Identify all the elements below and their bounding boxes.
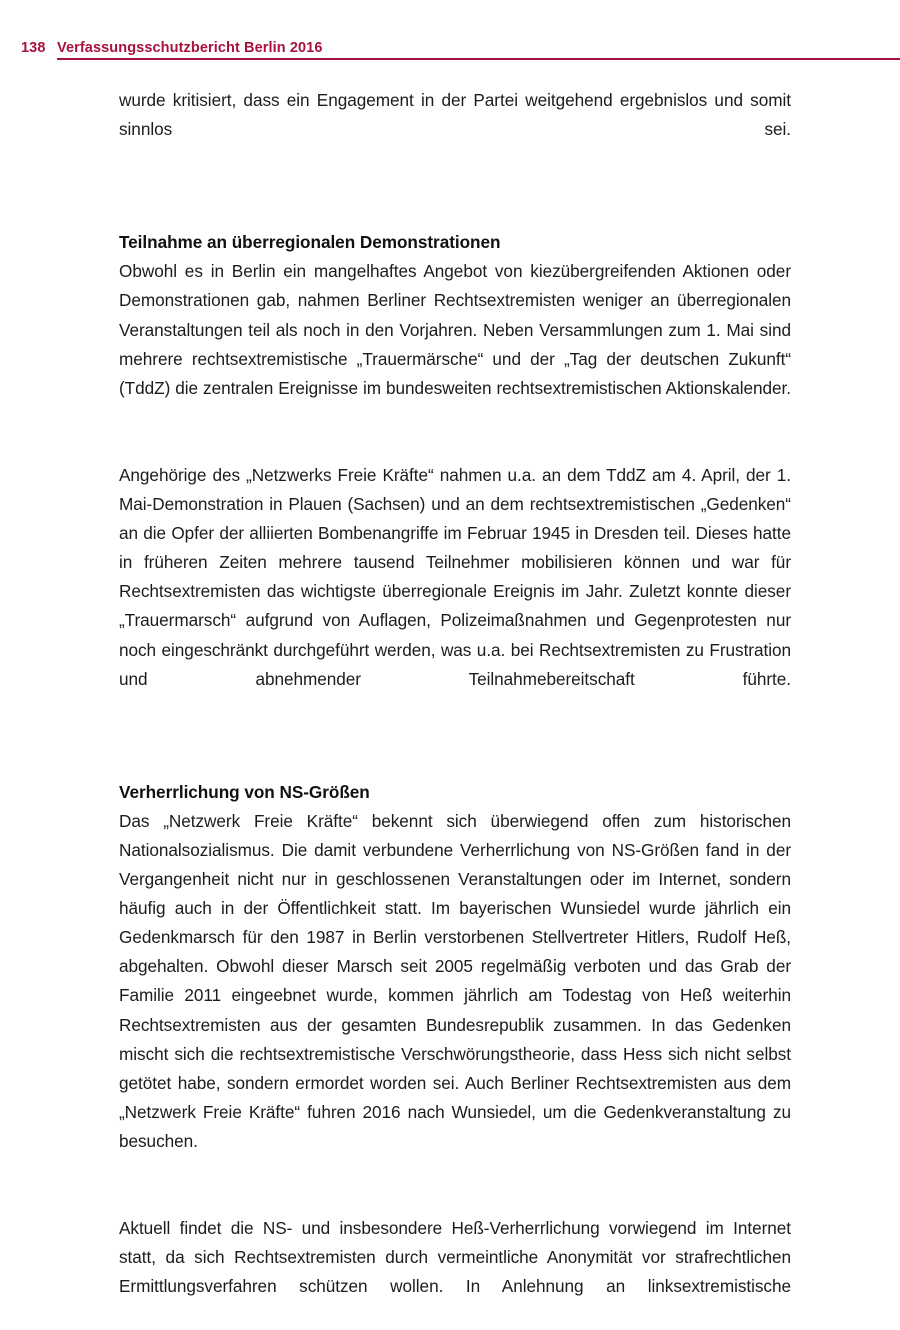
heading-teilnahme: Teilnahme an überregionalen Demonstrationen — [119, 232, 501, 253]
paragraph-ueberregionale-demonstrationen: Obwohl es in Berlin ein mangelhaftes Angebot von kiezübergreifenden Aktionen oder Demonstrationen gab, nahmen Berliner Rechtsextremisten weniger an überregionalen Veranstaltungen teil als noch in den Vorjahren. Neben Versammlungen zum 1. Mai sind mehrere rechtsextremistische „Trauermärsche“ und der „Tag der deutschen Zukunft“ (TddZ) die zentralen Ereignisse im bundesweiten rechtsextremistischen Aktionskalender. — [119, 261, 791, 398]
page-number: 138 — [21, 40, 46, 56]
header-rule — [57, 58, 900, 60]
paragraph-internet-verherrlichung: Aktuell findet die NS- und insbesondere Heß-Verherrlichung vorwiegend im Internet statt, da sich Rechtsextremisten durch vermeintliche Anonymität vor strafrechtlichen Ermittlungsverfahren schützen wollen. In Anlehnung an linksextremistische — [119, 1218, 791, 1297]
paragraph-netzwerk-freie-kraefte-tddz: Angehörige des „Netzwerks Freie Kräfte“ nahmen u.a. an dem TddZ am 4. April, der 1. Mai-Demonstration in Plauen (Sachsen) und an dem rechtsextremistischen „Gedenken“ an die Opfer der alliierten Bombenangriffe im Februar 1945 in Dresden teil. Dieses hatte in früheren Zeiten mehrere tausend Teilnehmer mobilisieren können und war für Rechtsextremisten das wichtigste überregionale Ereignis im Jahr. Zuletzt konnte dieser „Trauermarsch“ aufgrund von Auflagen, Polizeimaßnahmen und Gegenprotesten nur noch eingeschränkt durchgeführt werden, was u.a. bei Rechtsextremisten zu Frustration und abnehmender Teilnahmebereitschaft führte. — [119, 464, 791, 689]
heading-verherrlichung: Verherrlichung von NS-Größen — [119, 781, 370, 802]
text-column — [119, 86, 791, 1330]
paragraph-continued-from-previous-page: wurde kritisiert, dass ein Engagement in der Partei weitgehend ergebnislos und somit sinnlos sei. — [119, 90, 791, 140]
report-title: Verfassungsschutzbericht Berlin 2016 — [57, 40, 323, 56]
paragraph-verherrlichung-ns-groessen: Das „Netzwerk Freie Kräfte“ bekennt sich überwiegend offen zum historischen Nationalsozialismus. Die damit verbundene Verherrlichung von NS-Größen fand in der Vergangenheit nicht nur in geschlossenen Veranstaltungen oder im Internet, sondern häufig auch in der Öffentlichkeit statt. Im bayerischen Wunsiedel wurde jährlich ein Gedenkmarsch für den 1987 in Berlin verstorbenen Stellvertreter Hitlers, Rudolf Heß, abgehalten. Obwohl dieser Marsch seit 2005 regelmäßig verboten und das Grab der Familie 2011 eingeebnet wurde, kommen jährlich am Todestag von Heß weiterhin Rechtsextremisten aus der gesamten Bundesrepublik zusammen. In das Gedenken mischt sich die rechtsextremistische Verschwörungstheorie, dass Hess sich nicht selbst getötet habe, sondern ermordet worden sei. Auch Berliner Rechtsextremisten aus dem „Netzwerk Freie Kräfte“ fuhren 2016 nach Wunsiedel, um die Gedenkveranstaltung zu besuchen. — [119, 810, 791, 1151]
